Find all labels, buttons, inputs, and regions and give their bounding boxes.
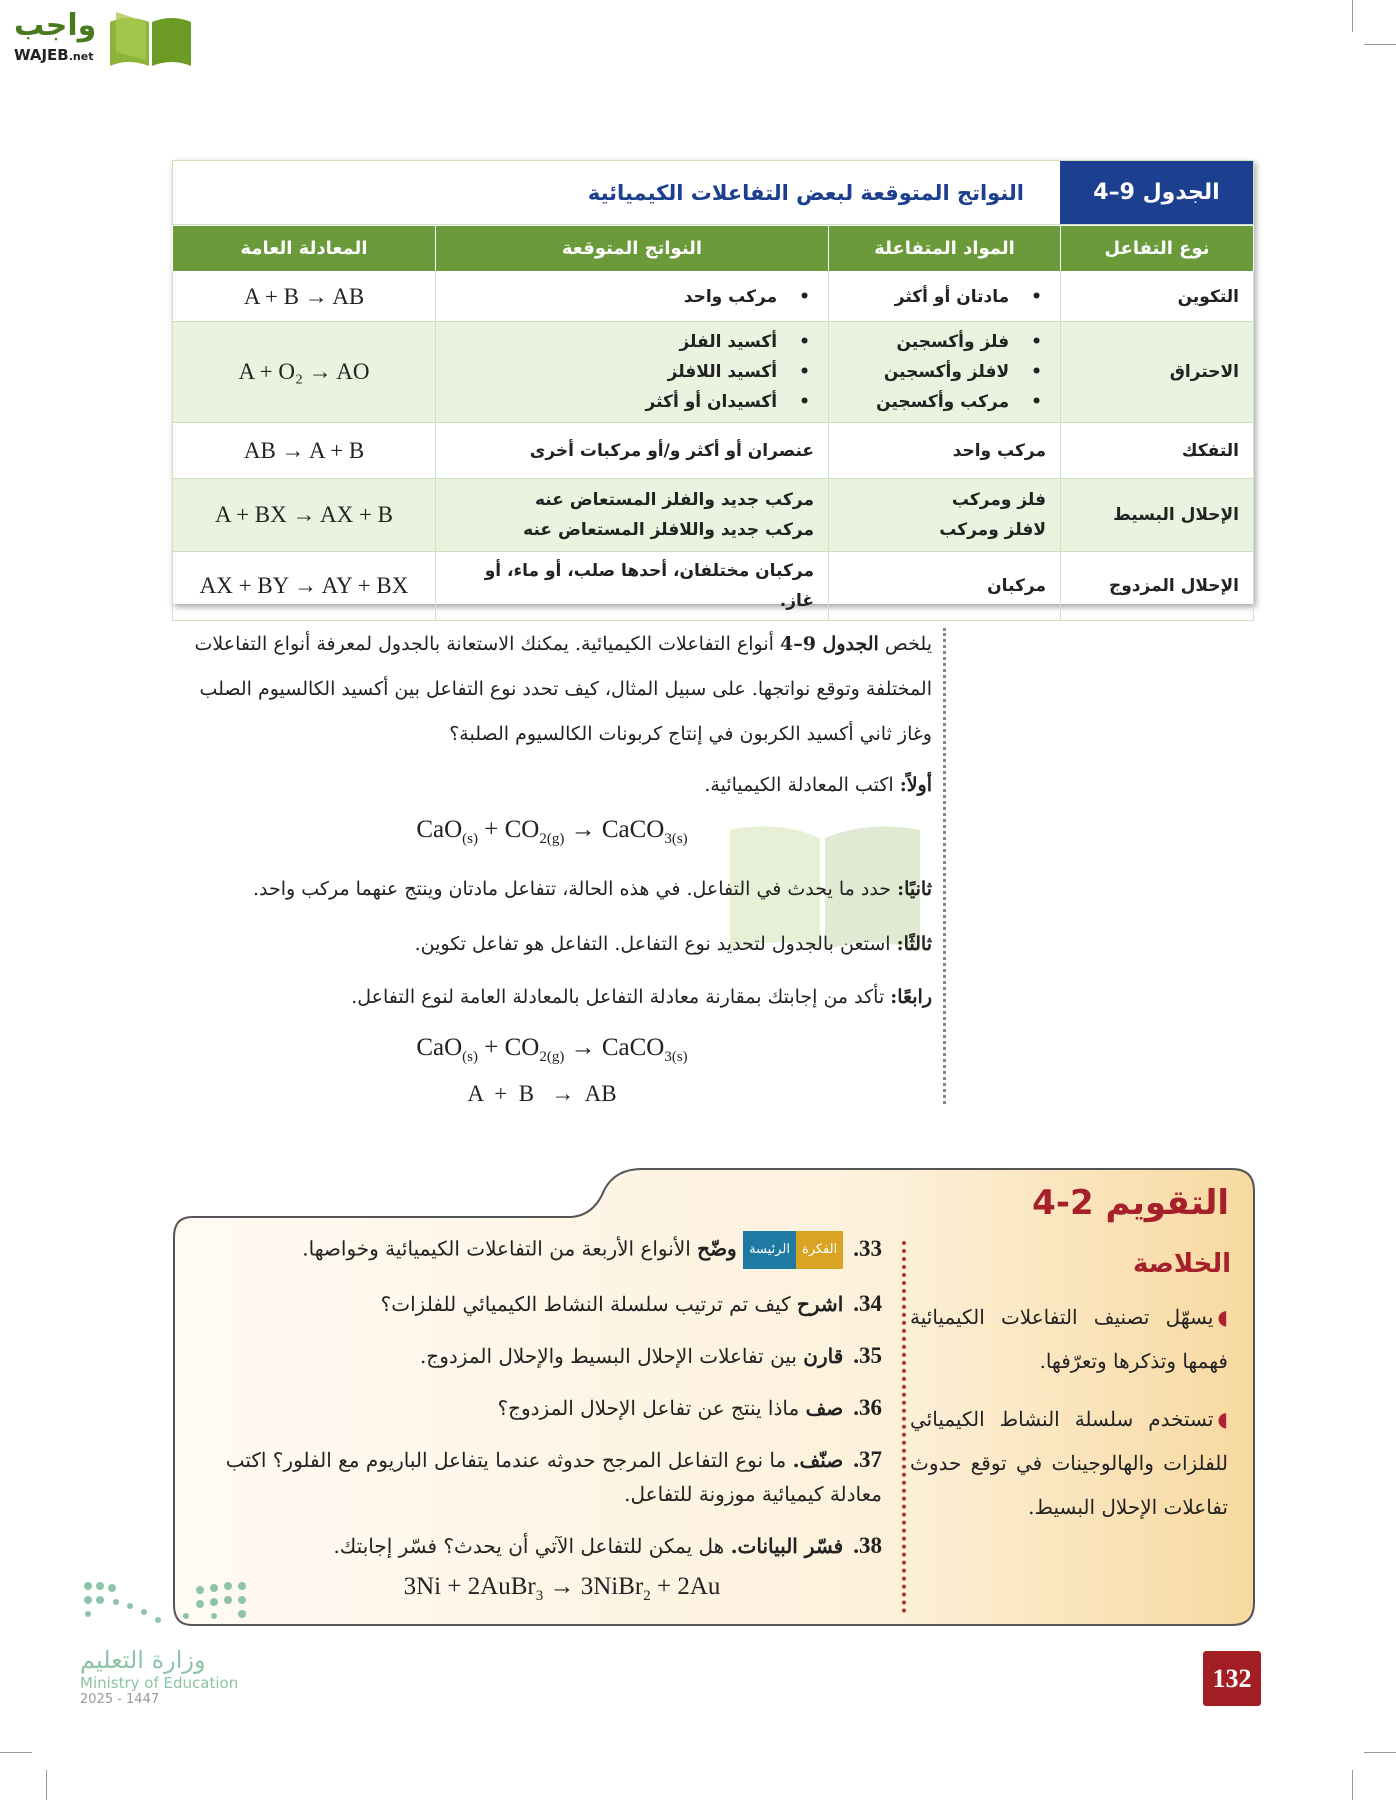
question-list (182, 1231, 882, 1618)
cell-type: الاحتراق (1061, 322, 1254, 423)
logo-arabic: واجب (14, 8, 97, 43)
col-header-products: النواتج المتوقعة (436, 226, 829, 272)
cell-reactants (829, 479, 1061, 552)
cell-type: الإحلال المزدوج (1061, 552, 1254, 621)
table-row (173, 423, 1254, 479)
summary-item: ◖ تستخدم سلسلة النشاط الكيميائي للفلزات والهالوجينات في توقع حدوث تفاعلات الإحلال البسيط. (910, 1397, 1228, 1529)
book-icon (108, 10, 193, 68)
summary-title: الخلاصة (1132, 1249, 1231, 1279)
cell-products (436, 272, 829, 322)
explanation-text (172, 622, 932, 1109)
cell-item: • أكسيد الفلز (450, 327, 814, 357)
cell-item: مركب جديد والفلز المستعاض عنه (534, 490, 814, 510)
chemical-equation: $CaO_{(s)} + CO_{2(g)}$ → CaCO$_{3(s)}$ (416, 816, 688, 847)
dotted-divider (902, 1241, 906, 1613)
question-36: 36.صف ماذا ينتج عن تفاعل الإحلال المزدوج؟ (497, 1395, 882, 1420)
summary-item: ◖ يسهّل تصنيف التفاعلات الكيميائية فهمها وتذكرها وتعرّفها. (910, 1295, 1228, 1383)
table-number: الجدول 9–4 (1060, 161, 1253, 224)
page-number: 132 (1203, 1651, 1261, 1706)
cell-item: • لافلز وأكسجين (843, 357, 1046, 387)
cell-equation: AB → A + B (173, 423, 436, 479)
ministry-year: 2025 - 1447 (80, 1692, 160, 1707)
cell-item: لافلز ومركب (939, 520, 1046, 540)
cell-type: التفكك (1061, 423, 1254, 479)
cell-item: مركبان (987, 576, 1046, 596)
ministry-english: Ministry of Education (80, 1674, 239, 1692)
cell-item: • أكسيد اللافلز (450, 357, 814, 387)
wajeb-logo[interactable] (8, 4, 193, 70)
question-34: 34.اشرح كيف تم ترتيب سلسلة النشاط الكيميائي للفلزات؟ (380, 1291, 882, 1316)
cell-products (436, 479, 829, 552)
ministry-arabic: وزارة التعليم (80, 1646, 206, 1674)
col-header-reactants: المواد المتفاعلة (829, 226, 1061, 272)
cell-item: مركب جديد واللافلز المستعاض عنه (523, 520, 814, 540)
main-idea-badge: الفكرةالرئيسة (743, 1237, 843, 1261)
cell-item: • فلز وأكسجين (843, 327, 1046, 357)
cell-products (436, 423, 829, 479)
cell-reactants (829, 552, 1061, 621)
cell-item: مركبان مختلفان، أحدها صلب، أو ماء، أو غاز. (484, 561, 814, 611)
crop-mark (1364, 44, 1396, 45)
crop-mark (1352, 0, 1353, 32)
crop-mark (1364, 1752, 1396, 1753)
cell-reactants (829, 423, 1061, 479)
logo-latin: WAJEB.net (14, 46, 94, 64)
question-33: 33.الفكرةالرئيسة وضّح الأنواع الأربعة من التفاعلات الكيميائية وخواصها. (182, 1231, 882, 1269)
table-row (173, 322, 1254, 423)
step-4: رابعًا: تأكد من إجابتك بمقارنة معادلة التفاعل بالمعادلة العامة لنوع التفاعل. (351, 986, 932, 1008)
q38-equation: 3Ni + 2AuBr$_3$ → 3NiBr$_2$ + 2Au (403, 1573, 721, 1604)
dotted-divider (943, 628, 946, 1104)
col-header-type: نوع التفاعل (1061, 226, 1254, 272)
intro-paragraph: يلخص الجدول 9–4 أنواع التفاعلات الكيميائية. يمكنك الاستعانة بالجدول لمعرفة أنواع التفاعلات المختلفة وتوقع نواتجها. على سبيل المثال، كيف تحدد نوع التفاعل بين أكسيد الكالسيوم الصلب وغاز ثاني أكسيد الكربون في إنتاج كربونات الكالسيوم الصلبة؟ (194, 633, 932, 745)
cell-equation: A + BX → AX + B (173, 479, 436, 552)
reactions-table (172, 160, 1254, 611)
step-2: ثانيًا: حدد ما يحدث في التفاعل. في هذه الحالة، تتفاعل مادتان وينتج عنهما مركب واحد. (253, 878, 932, 900)
general-equation: A + B → AB (467, 1081, 617, 1106)
cell-item: • مركب وأكسجين (843, 387, 1046, 417)
cell-item: • مركب واحد (450, 282, 814, 312)
crop-mark (46, 1770, 47, 1800)
table-row (173, 479, 1254, 552)
cell-type: الإحلال البسيط (1061, 479, 1254, 552)
cell-item: مركب واحد (952, 440, 1046, 461)
question-37: 37.صنّف. ما نوع التفاعل المرجح حدوثه عندما يتفاعل الباريوم مع الفلور؟ اكتب معادلة كيميائية موزونة للتفاعل. (225, 1447, 882, 1506)
step-1: أولاً: اكتب المعادلة الكيميائية. (704, 774, 932, 796)
step-3: ثالثًا: استعن بالجدول لتحديد نوع التفاعل. التفاعل هو تفاعل تكوين. (414, 933, 932, 955)
cell-products (436, 552, 829, 621)
cell-item: فلز ومركب (951, 490, 1046, 510)
ministry-logo (80, 1578, 260, 1723)
cell-equation: A + O₂ → AO (173, 322, 436, 423)
review-title: التقويم 2-4 (1032, 1183, 1229, 1223)
cell-reactants (829, 272, 1061, 322)
cell-item: • أكسيدان أو أكثر (450, 387, 814, 417)
crop-mark (1352, 1770, 1353, 1800)
table-row (173, 552, 1254, 621)
cell-reactants (829, 322, 1061, 423)
chemical-equation-2: $CaO_{(s)} + CO_{2(g)}$ → CaCO$_{3(s)}$ (416, 1034, 688, 1065)
question-35: 35.قارن بين تفاعلات الإحلال البسيط والإحلال المزدوج. (419, 1343, 882, 1368)
table-row (173, 272, 1254, 322)
cell-products (436, 322, 829, 423)
cell-equation: A + B → AB (173, 272, 436, 322)
ministry-dots-icon (80, 1578, 255, 1636)
review-section (172, 1165, 1257, 1630)
crop-mark (0, 1752, 32, 1753)
summary-list (910, 1295, 1228, 1543)
table-title: النواتج المتوقعة لبعض التفاعلات الكيميائية (587, 180, 1024, 205)
cell-equation: AX + BY → AY + BX (173, 552, 436, 621)
cell-type: التكوين (1061, 272, 1254, 322)
col-header-equation: المعادلة العامة (173, 226, 436, 272)
cell-item: عنصران أو أكثر و/أو مركبات أخرى (529, 440, 814, 461)
cell-item: • مادتان أو أكثر (843, 282, 1046, 312)
question-38: 38.فسّر البيانات. هل يمكن للتفاعل الآتي أن يحدث؟ فسّر إجابتك. (333, 1533, 882, 1558)
